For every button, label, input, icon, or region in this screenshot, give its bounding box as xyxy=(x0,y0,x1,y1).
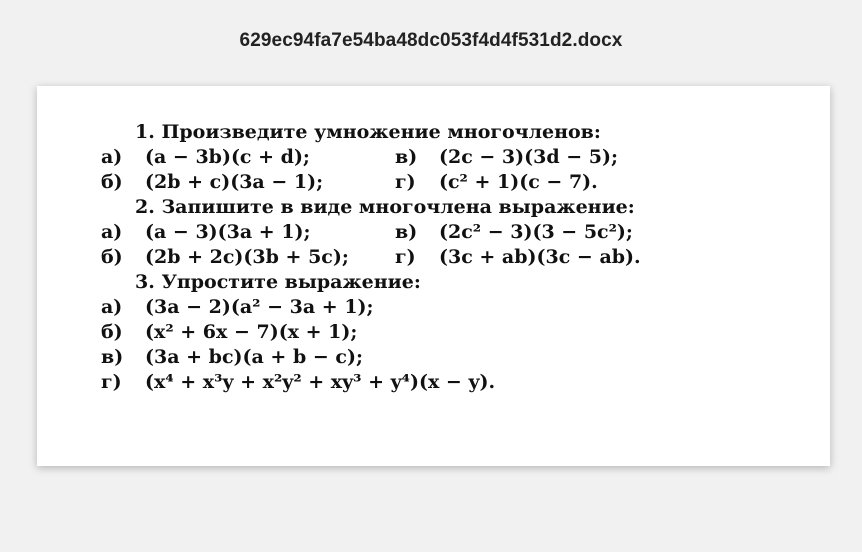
item-label: г) xyxy=(101,371,122,393)
document-content xyxy=(101,120,641,395)
document-page xyxy=(37,86,830,466)
task3-row xyxy=(101,320,635,345)
task1-row xyxy=(101,170,635,195)
item-expression: (2b + c)(3a − 1); xyxy=(145,171,324,193)
task3-row xyxy=(101,370,635,395)
item-expression: (x² + 6x − 7)(x + 1); xyxy=(145,321,358,343)
task1-row xyxy=(101,145,635,170)
item-label: г) xyxy=(395,246,416,268)
item-expression: (2c² − 3)(3 − 5c²); xyxy=(439,221,633,243)
item-label: в) xyxy=(101,346,124,368)
item-expression: (3a + bc)(a + b − c); xyxy=(145,346,363,368)
task3-heading: 3. Упростите выражение: xyxy=(135,271,421,293)
document-filename: 629ec94fa7e54ba48dc053f4d4f531d2.docx xyxy=(239,30,623,51)
task3-row xyxy=(101,295,635,320)
item-expression: (2c − 3)(3d − 5); xyxy=(439,146,619,168)
item-expression: (a − 3)(3a + 1); xyxy=(145,221,311,243)
task2-heading: 2. Запишите в виде многочлена выражение: xyxy=(135,196,635,218)
item-expression: (3a − 2)(a² − 3a + 1); xyxy=(145,296,374,318)
item-label: г) xyxy=(395,171,416,193)
item-label: в) xyxy=(395,221,418,243)
task1-heading: 1. Произведите умножение многочленов: xyxy=(135,121,601,143)
item-expression: (a − 3b)(c + d); xyxy=(145,146,310,168)
item-expression: (x⁴ + x³y + x²y² + xy³ + y⁴)(x − y). xyxy=(145,371,496,393)
item-label: б) xyxy=(101,246,123,268)
task2-row xyxy=(101,245,641,270)
item-label: а) xyxy=(101,296,123,318)
item-expression: (3c + ab)(3c − ab). xyxy=(439,246,641,268)
item-label: б) xyxy=(101,321,123,343)
item-expression: (2b + 2c)(3b + 5c); xyxy=(145,246,349,268)
task2-row xyxy=(101,220,635,245)
item-label: в) xyxy=(395,146,418,168)
item-label: б) xyxy=(101,171,123,193)
task3-row xyxy=(101,345,635,370)
item-label: а) xyxy=(101,221,123,243)
item-expression: (c² + 1)(c − 7). xyxy=(439,171,598,193)
item-label: а) xyxy=(101,146,123,168)
